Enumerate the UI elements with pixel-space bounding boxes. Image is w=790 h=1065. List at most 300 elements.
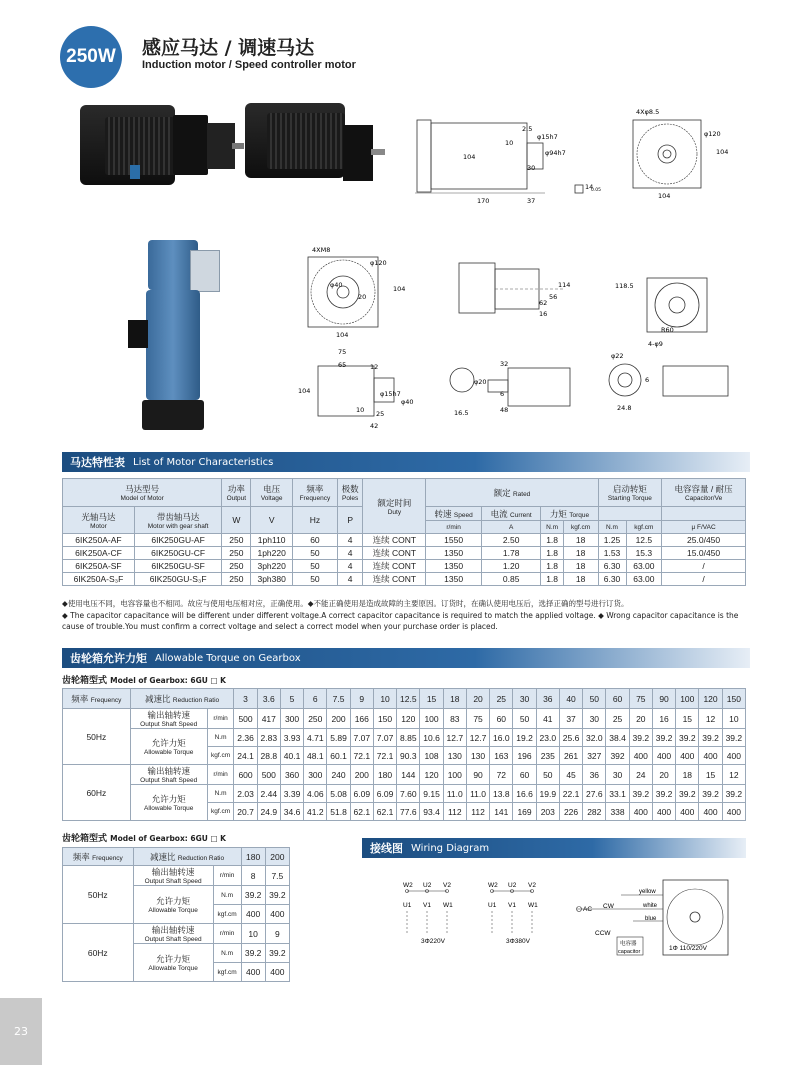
svg-text:104: 104 — [463, 153, 476, 161]
table-cell: 400 — [676, 747, 699, 765]
table-cell: 417 — [257, 709, 280, 729]
table-cell: 24.9 — [257, 803, 280, 821]
table-cell: 18 — [563, 547, 598, 560]
gearbox-torque-table-2 — [62, 847, 290, 982]
table-cell: 40.1 — [280, 747, 303, 765]
table-cell: 1.25 — [598, 534, 626, 547]
svg-text:4XM8: 4XM8 — [312, 246, 331, 254]
table-cell: 39.2 — [676, 729, 699, 747]
table-cell: 连续 CONT — [363, 573, 426, 586]
table-cell: 400 — [629, 803, 652, 821]
table-cell: 25 — [606, 709, 629, 729]
table-cell: 72 — [490, 765, 513, 785]
svg-text:0.05: 0.05 — [591, 188, 602, 193]
note-en: ◆ The capacitor capacitance will be different under different voltage.A correct capacitor capacitance is required to match the applied voltage. ◆ Wrong capacitor capacitance is the cause of trouble.You must confirm a correct voltage and select a correct model when your purchase order is placed. — [62, 611, 739, 631]
table-cell: 28.8 — [257, 747, 280, 765]
svg-text:4Xφ8.5: 4Xφ8.5 — [636, 108, 660, 116]
table-cell: 41.2 — [304, 803, 327, 821]
table-cell: 25 — [490, 689, 513, 709]
svg-text:16.5: 16.5 — [454, 409, 469, 417]
table-cell: 15 — [676, 709, 699, 729]
svg-text:104: 104 — [658, 192, 671, 200]
table-cell: 减速比 Reduction Ratio — [133, 848, 241, 866]
page-number: 23 — [0, 998, 42, 1065]
table-cell: kgf.cm — [213, 963, 241, 982]
svg-text:φ15h7: φ15h7 — [380, 390, 401, 398]
table-cell: 频率 Frequency — [63, 848, 134, 866]
table-cell: 18 — [563, 560, 598, 573]
table-cell: 360 — [280, 765, 303, 785]
table-cell: 9 — [350, 689, 373, 709]
table-cell: 39.2 — [629, 729, 652, 747]
table-cell: 12.7 — [443, 729, 466, 747]
table-cell: 72.1 — [350, 747, 373, 765]
table-cell: 1.20 — [481, 560, 541, 573]
table-cell: 4 — [337, 560, 363, 573]
table-cell: 36 — [583, 765, 606, 785]
table-cell: 6.30 — [598, 573, 626, 586]
table-cell: 39.2 — [629, 785, 652, 803]
table-cell: 45 — [559, 765, 582, 785]
table-cell: 19.2 — [513, 729, 536, 747]
table-cell: 30 — [606, 765, 629, 785]
svg-text:电容器: 电容器 — [620, 941, 637, 947]
table-cell: 24.1 — [234, 747, 257, 765]
table-cell: kgf.cm — [213, 905, 241, 924]
table-cell: 15.3 — [626, 547, 662, 560]
table-cell: 12 — [699, 709, 722, 729]
table-cell: 25.0/450 — [662, 534, 746, 547]
table-cell: 2.83 — [257, 729, 280, 747]
table-cell: 32.0 — [583, 729, 606, 747]
table-cell: 200 — [327, 709, 350, 729]
table-cell: 频率 Frequency — [63, 689, 131, 709]
table-cell: 141 — [490, 803, 513, 821]
table-cell: 11.0 — [466, 785, 489, 803]
table-cell: 400 — [265, 963, 289, 982]
table-cell: / — [662, 573, 746, 586]
table-cell: 9 — [265, 924, 289, 944]
table-cell: 11.0 — [443, 785, 466, 803]
svg-text:W2: W2 — [403, 882, 413, 889]
table-cell: 50 — [292, 560, 337, 573]
table-cell: 90 — [466, 765, 489, 785]
table-cell: 3.93 — [280, 729, 303, 747]
table-cell: 33.1 — [606, 785, 629, 803]
svg-text:φ40: φ40 — [401, 398, 414, 406]
table-cell: 200 — [350, 765, 373, 785]
table-cell: 7.60 — [397, 785, 420, 803]
table-cell: 130 — [466, 747, 489, 765]
table-cell: 261 — [559, 747, 582, 765]
svg-text:1Φ 110/220V: 1Φ 110/220V — [669, 945, 707, 952]
table-cell: / — [662, 560, 746, 573]
table-cell: 7.5 — [265, 866, 289, 886]
table-cell: 4 — [337, 534, 363, 547]
svg-text:φ120: φ120 — [370, 259, 387, 267]
table-cell: 3ph220 — [251, 560, 293, 573]
table-cell: 39.2 — [722, 785, 745, 803]
table-cell: 36 — [536, 689, 559, 709]
table-cell: 允许力矩 Allowable Torque — [130, 785, 207, 821]
svg-text:16: 16 — [539, 310, 548, 318]
drawing-gearbox-flange — [615, 270, 725, 350]
svg-text:75: 75 — [338, 348, 347, 356]
gearbox-torque-table — [62, 688, 746, 821]
svg-text:capacitor: capacitor — [618, 949, 641, 955]
table-cell: 输出轴转速 Output Shaft Speed — [130, 709, 207, 729]
svg-text:φ15h7: φ15h7 — [537, 133, 558, 141]
table-cell: 327 — [583, 747, 606, 765]
table-cell: 18 — [563, 573, 598, 586]
svg-text:V2: V2 — [443, 882, 451, 889]
table-cell: 39.2 — [676, 785, 699, 803]
table-cell: 120 — [699, 689, 722, 709]
table-cell: 235 — [536, 747, 559, 765]
table-cell: 166 — [350, 709, 373, 729]
svg-text:3Φ220V: 3Φ220V — [421, 938, 445, 945]
table-cell: 50 — [513, 709, 536, 729]
table-cell: N.m — [213, 886, 241, 905]
table-cell: 20 — [466, 689, 489, 709]
table-cell: 1550 — [426, 534, 482, 547]
svg-text:yellow: yellow — [639, 889, 656, 895]
svg-text:65: 65 — [338, 361, 347, 369]
table-cell: 150 — [722, 689, 745, 709]
table-cell: 6IK250GU-AF — [134, 534, 221, 547]
table-cell: 240 — [327, 765, 350, 785]
table-cell: 18 — [443, 689, 466, 709]
table-cell: 5.08 — [327, 785, 350, 803]
table-cell: 100 — [676, 689, 699, 709]
table-cell: 250 — [222, 573, 251, 586]
section-header-gearbox: 齿轮箱允许力矩 Allowable Torque on Gearbox — [62, 648, 750, 668]
svg-text:6: 6 — [645, 376, 650, 384]
svg-text:U2: U2 — [508, 882, 517, 889]
table-cell: 400 — [676, 803, 699, 821]
table-cell: 6IK250A-CF — [63, 547, 135, 560]
note-cn: ◆使用电压不同，电容容量也不相同。故应与使用电压相对应，正确使用。◆不能正确使用是造成故障的主要原因。订货时，在确认使用电压后，选择正确的型号进行订货。 — [62, 599, 629, 608]
table-cell: 输出轴转速 Output Shaft Speed — [133, 866, 213, 886]
table-cell: 130 — [443, 747, 466, 765]
table-cell: 75 — [466, 709, 489, 729]
table-cell: 6.09 — [350, 785, 373, 803]
table-row — [63, 560, 746, 573]
table-cell: 25.6 — [559, 729, 582, 747]
svg-text:6: 6 — [500, 390, 505, 398]
table-cell: 6IK250GU-S₃F — [134, 573, 221, 586]
svg-text:CCW: CCW — [595, 930, 611, 937]
svg-text:V1: V1 — [423, 902, 431, 909]
table-cell: 2.50 — [481, 534, 541, 547]
motor-photo-1 — [80, 105, 240, 195]
svg-text:φ22: φ22 — [611, 352, 624, 360]
table-cell: 连续 CONT — [363, 547, 426, 560]
table-cell: 75 — [629, 689, 652, 709]
table-cell: 39.2 — [652, 729, 675, 747]
table-cell: 1350 — [426, 573, 482, 586]
table-cell: 338 — [606, 803, 629, 821]
table-cell: 60 — [513, 765, 536, 785]
table-cell: 10 — [373, 689, 396, 709]
table-cell: 3ph380 — [251, 573, 293, 586]
table-cell: 63.00 — [626, 573, 662, 586]
svg-text:white: white — [643, 903, 658, 909]
svg-text:170: 170 — [477, 197, 490, 205]
svg-text:14: 14 — [585, 183, 594, 191]
table-cell: 4.71 — [304, 729, 327, 747]
table-cell: 18 — [676, 765, 699, 785]
table-cell: 600 — [234, 765, 257, 785]
table-cell: 400 — [722, 803, 745, 821]
table-cell: 180 — [241, 848, 265, 866]
svg-text:62: 62 — [539, 299, 548, 307]
svg-text:48: 48 — [500, 406, 509, 414]
table-cell: 392 — [606, 747, 629, 765]
table-cell: kgf.cm — [207, 747, 234, 765]
svg-text:V2: V2 — [528, 882, 536, 889]
table-cell: 6IK250A-SF — [63, 560, 135, 573]
table-cell: 4 — [337, 547, 363, 560]
table-cell: 100 — [443, 765, 466, 785]
table-cell: 120 — [397, 709, 420, 729]
page-title: 感应马达 / 调速马达 — [142, 37, 315, 59]
svg-text:118.5: 118.5 — [615, 282, 634, 290]
table-cell: 60 — [292, 534, 337, 547]
svg-text:W1: W1 — [528, 902, 538, 909]
table-cell: 8.85 — [397, 729, 420, 747]
table-cell: 2.03 — [234, 785, 257, 803]
drawing-gearbox-side — [455, 255, 575, 325]
table-cell: 13.8 — [490, 785, 513, 803]
svg-text:104: 104 — [336, 331, 349, 339]
table-cell: 15 — [420, 689, 443, 709]
svg-text:U1: U1 — [488, 902, 497, 909]
svg-text:10: 10 — [356, 406, 365, 414]
table-cell: 减速比 Reduction Ratio — [130, 689, 234, 709]
table-cell: 30 — [583, 709, 606, 729]
table-cell: 51.8 — [327, 803, 350, 821]
table-cell: 0.85 — [481, 573, 541, 586]
table-cell: 83 — [443, 709, 466, 729]
table-cell: 20.7 — [234, 803, 257, 821]
table-cell: 37 — [559, 709, 582, 729]
table-cell: 6IK250A-AF — [63, 534, 135, 547]
svg-text:37: 37 — [527, 197, 536, 205]
table-cell: 39.2 — [265, 886, 289, 905]
table-cell: 7.5 — [327, 689, 350, 709]
svg-text:AC: AC — [583, 906, 593, 913]
table-cell: 2.36 — [234, 729, 257, 747]
table-cell: 150 — [373, 709, 396, 729]
table-cell: 连续 CONT — [363, 534, 426, 547]
svg-text:104: 104 — [298, 387, 311, 395]
table-cell: 10.6 — [420, 729, 443, 747]
table-cell: 12.5 — [397, 689, 420, 709]
svg-text:W1: W1 — [443, 902, 453, 909]
table-cell: 200 — [265, 848, 289, 866]
table-cell: 50 — [292, 547, 337, 560]
table-cell: 39.2 — [265, 944, 289, 963]
table-cell: 7.07 — [350, 729, 373, 747]
table-cell: 112 — [466, 803, 489, 821]
table-cell: 15.0/450 — [662, 547, 746, 560]
table-cell: 1.8 — [541, 547, 563, 560]
table-cell: 400 — [652, 747, 675, 765]
table-cell: 400 — [265, 905, 289, 924]
table-cell: 63.00 — [626, 560, 662, 573]
gearbox-model-label: 齿轮箱型式 Model of Gearbox: 6GU □ K — [62, 676, 226, 686]
table-cell: 250 — [304, 709, 327, 729]
table-cell: 112 — [443, 803, 466, 821]
gearbox-model-label-2: 齿轮箱型式 Model of Gearbox: 6GU □ K — [62, 834, 226, 844]
table-cell: 3.6 — [257, 689, 280, 709]
table-cell: 90 — [652, 689, 675, 709]
table-cell: 48.1 — [304, 747, 327, 765]
table-cell: 300 — [280, 709, 303, 729]
table-cell: 5.89 — [327, 729, 350, 747]
table-cell: N.m — [213, 944, 241, 963]
table-cell: 180 — [373, 765, 396, 785]
table-row — [63, 534, 746, 547]
table-cell: 允许力矩 Allowable Torque — [133, 944, 213, 982]
table-cell: 90.3 — [397, 747, 420, 765]
wiring-diagram — [395, 875, 740, 965]
table-cell: 41 — [536, 709, 559, 729]
table-cell: r/min — [207, 709, 234, 729]
table-cell: 20 — [652, 765, 675, 785]
table-cell: 77.6 — [397, 803, 420, 821]
svg-text:U1: U1 — [403, 902, 412, 909]
svg-text:20: 20 — [358, 293, 367, 301]
drawing-front-view — [628, 108, 738, 203]
table-cell: r/min — [213, 924, 241, 944]
table-cell: 400 — [241, 963, 265, 982]
table-cell: 50Hz — [63, 709, 131, 765]
table-cell: 6.30 — [598, 560, 626, 573]
table-cell: 6IK250GU-SF — [134, 560, 221, 573]
table-cell: 1.8 — [541, 573, 563, 586]
svg-text:V1: V1 — [508, 902, 516, 909]
table-cell: 1.53 — [598, 547, 626, 560]
table-cell: 250 — [222, 547, 251, 560]
table-cell: 34.6 — [280, 803, 303, 821]
table-cell: 16.6 — [513, 785, 536, 803]
table-cell: 16.0 — [490, 729, 513, 747]
table-cell: 5 — [280, 689, 303, 709]
table-cell: 16 — [652, 709, 675, 729]
table-cell: 允许力矩 Allowable Torque — [130, 729, 207, 765]
table-cell: 226 — [559, 803, 582, 821]
svg-text:φ20: φ20 — [474, 378, 487, 386]
table-cell: 282 — [583, 803, 606, 821]
table-cell: 连续 CONT — [363, 560, 426, 573]
table-cell: 400 — [241, 905, 265, 924]
table-cell: 250 — [222, 534, 251, 547]
table-cell: 196 — [513, 747, 536, 765]
table-cell: 500 — [234, 709, 257, 729]
table-cell: 62.1 — [373, 803, 396, 821]
table-cell: 1350 — [426, 547, 482, 560]
table-cell: 22.1 — [559, 785, 582, 803]
table-cell: 50Hz — [63, 866, 134, 924]
table-cell: 400 — [699, 747, 722, 765]
drawing-shaft — [448, 360, 573, 420]
table-cell: 23.0 — [536, 729, 559, 747]
svg-text:R60: R60 — [661, 326, 674, 334]
table-cell: r/min — [213, 866, 241, 886]
table-cell: 15 — [699, 765, 722, 785]
table-cell: 1ph110 — [251, 534, 293, 547]
table-cell: 10 — [241, 924, 265, 944]
svg-text:φ120: φ120 — [704, 130, 721, 138]
table-cell: 24 — [629, 765, 652, 785]
table-cell: 12.5 — [626, 534, 662, 547]
svg-text:114: 114 — [558, 281, 571, 289]
table-cell: 输出轴转速 Output Shaft Speed — [133, 924, 213, 944]
svg-text:32: 32 — [500, 360, 509, 368]
power-badge: 250W — [60, 26, 122, 88]
table-cell: 60 — [606, 689, 629, 709]
section-header-motor: 马达特性表 List of Motor Characteristics — [62, 452, 750, 472]
table-cell: 27.6 — [583, 785, 606, 803]
table-cell: 12 — [722, 765, 745, 785]
drawing-gearbox-side-2 — [298, 346, 418, 431]
table-cell: 1ph220 — [251, 547, 293, 560]
svg-text:25: 25 — [376, 410, 385, 418]
motor-photo-2 — [245, 103, 385, 193]
table-cell: 3.39 — [280, 785, 303, 803]
table-cell: 400 — [699, 803, 722, 821]
drawing-side-view — [415, 115, 600, 210]
table-cell: 62.1 — [350, 803, 373, 821]
table-cell: 2.44 — [257, 785, 280, 803]
table-cell: 10 — [722, 709, 745, 729]
table-cell: 72.1 — [373, 747, 396, 765]
table-cell: 60Hz — [63, 924, 134, 982]
table-cell: 1.8 — [541, 560, 563, 573]
table-cell: 9.15 — [420, 785, 443, 803]
page-subtitle: Induction motor / Speed controller motor — [142, 59, 356, 71]
table-cell: 6IK250A-S₃F — [63, 573, 135, 586]
drawing-shaft-end — [603, 350, 733, 415]
svg-text:24.8: 24.8 — [617, 404, 632, 412]
section-header-wiring: 接线图 Wiring Diagram — [362, 838, 746, 858]
motor-photo-3 — [118, 240, 228, 435]
table-cell: 7.07 — [373, 729, 396, 747]
table-cell: 1.8 — [541, 534, 563, 547]
svg-text:U2: U2 — [423, 882, 432, 889]
table-cell: N.m — [207, 729, 234, 747]
svg-text:CW: CW — [603, 903, 614, 910]
svg-text:30: 30 — [527, 164, 536, 172]
table-cell: 400 — [652, 803, 675, 821]
svg-text:3Φ380V: 3Φ380V — [506, 938, 530, 945]
drawing-gearbox-front — [300, 245, 415, 340]
svg-text:2.5: 2.5 — [522, 125, 533, 133]
table-cell: 19.9 — [536, 785, 559, 803]
table-cell: 39.2 — [241, 886, 265, 905]
svg-text:104: 104 — [716, 148, 729, 156]
svg-text:blue: blue — [645, 916, 657, 922]
table-cell: 12.7 — [466, 729, 489, 747]
table-cell: N.m — [207, 785, 234, 803]
table-cell: 60 — [490, 709, 513, 729]
svg-text:104: 104 — [393, 285, 406, 293]
table-cell: kgf.cm — [207, 803, 234, 821]
table-cell: 39.2 — [241, 944, 265, 963]
table-cell: 输出轴转速 Output Shaft Speed — [130, 765, 207, 785]
